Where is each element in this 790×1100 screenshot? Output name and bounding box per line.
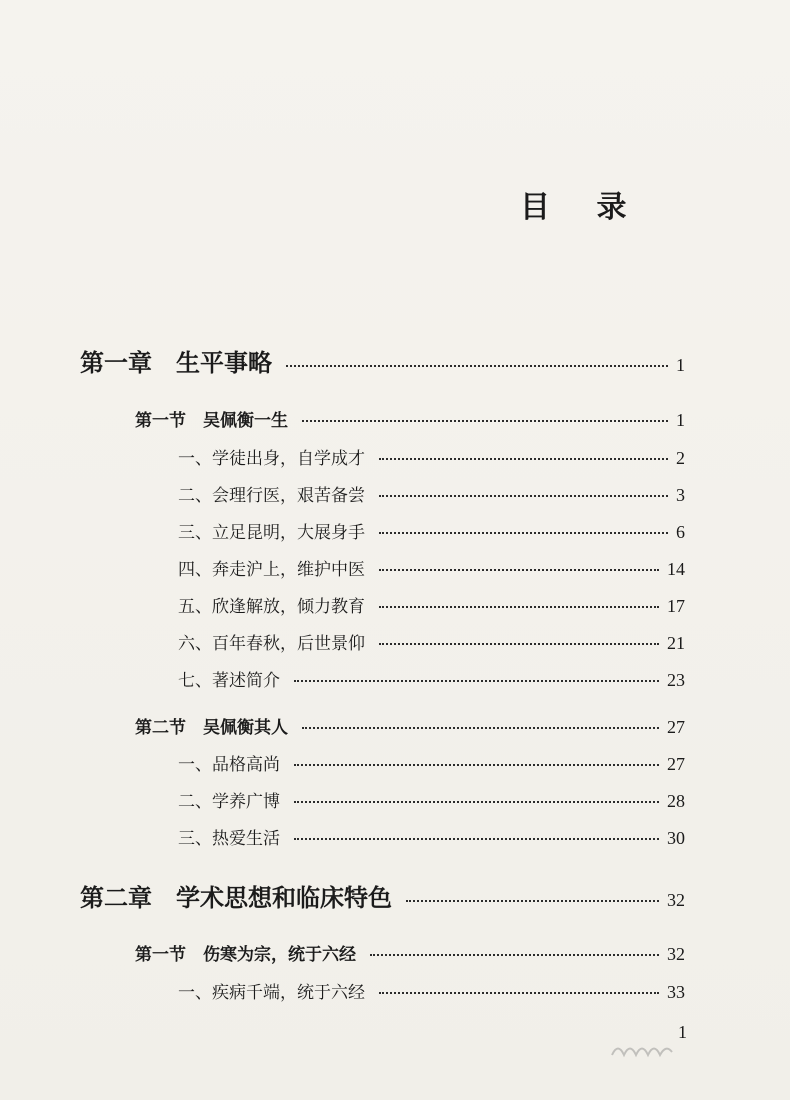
leader-dots (302, 420, 668, 422)
toc-label: 二、学养广博 (178, 792, 280, 812)
toc-item[interactable] (178, 978, 685, 1003)
toc-page-number: 3 (676, 485, 685, 505)
toc-item[interactable] (178, 824, 685, 849)
toc-label: 七、著述简介 (178, 671, 280, 691)
toc-page-number: 21 (667, 633, 685, 653)
toc-label: 第一节 吴佩衡一生 (135, 411, 288, 431)
leader-dots (302, 727, 659, 729)
leader-dots (294, 764, 659, 766)
toc-item[interactable] (178, 666, 685, 691)
toc-page-number: 32 (667, 944, 685, 964)
toc-page-number: 23 (667, 670, 685, 690)
toc-page-number: 30 (667, 828, 685, 848)
toc-item[interactable] (178, 518, 685, 543)
toc-item[interactable] (178, 629, 685, 654)
toc-section-1-2[interactable] (135, 713, 685, 738)
toc-label: 六、百年春秋，后世景仰 (178, 634, 365, 654)
leader-dots (406, 900, 659, 902)
toc-item[interactable] (178, 481, 685, 506)
leader-dots (294, 838, 659, 840)
leader-dots (379, 458, 668, 460)
toc-label: 一、品格高尚 (178, 755, 280, 775)
toc-chapter-2[interactable] (80, 878, 685, 913)
toc-item[interactable] (178, 592, 685, 617)
toc-item[interactable] (178, 787, 685, 812)
toc-label: 三、热爱生活 (178, 829, 280, 849)
leader-dots (370, 954, 659, 956)
leader-dots (286, 365, 668, 367)
leader-dots (379, 992, 659, 994)
toc-label: 四、奔走沪上，维护中医 (178, 560, 365, 580)
toc-item[interactable] (178, 444, 685, 469)
leader-dots (379, 643, 659, 645)
page-title: 目 录 (520, 190, 645, 225)
toc-page-number: 33 (667, 982, 685, 1002)
toc-item[interactable] (178, 750, 685, 775)
toc-section-1-1[interactable] (135, 406, 685, 431)
toc-page-number: 27 (667, 717, 685, 737)
toc-label: 三、立足昆明，大展身手 (178, 523, 365, 543)
toc-page-number: 6 (676, 522, 685, 542)
toc-label: 第二章 学术思想和临床特色 (80, 883, 392, 912)
leader-dots (379, 532, 668, 534)
toc-item[interactable] (178, 555, 685, 580)
toc-page-number: 28 (667, 791, 685, 811)
leader-dots (379, 495, 668, 497)
toc-label: 第二节 吴佩衡其人 (135, 718, 288, 738)
toc-label: 五、欣逢解放，倾力教育 (178, 597, 365, 617)
toc-chapter-1[interactable] (80, 343, 685, 378)
toc-label: 第一章 生平事略 (80, 348, 272, 377)
toc-label: 一、学徒出身，自学成才 (178, 449, 365, 469)
scan-mark-icon (610, 1040, 680, 1060)
toc-page-number: 1 (676, 410, 685, 430)
toc-section-2-1[interactable] (135, 940, 685, 965)
toc-page-number: 27 (667, 754, 685, 774)
toc-page-number: 17 (667, 596, 685, 616)
toc-label: 一、疾病千端，统于六经 (178, 983, 365, 1003)
leader-dots (294, 801, 659, 803)
toc-label: 二、会理行医，艰苦备尝 (178, 486, 365, 506)
toc-page-number: 32 (667, 890, 685, 910)
page-number: 1 (678, 1022, 687, 1042)
toc-page-number: 1 (676, 355, 685, 375)
toc-label: 第一节 伤寒为宗，统于六经 (135, 945, 356, 965)
leader-dots (294, 680, 659, 682)
leader-dots (379, 606, 659, 608)
leader-dots (379, 569, 659, 571)
toc-page-number: 2 (676, 448, 685, 468)
toc-page-number: 14 (667, 559, 685, 579)
